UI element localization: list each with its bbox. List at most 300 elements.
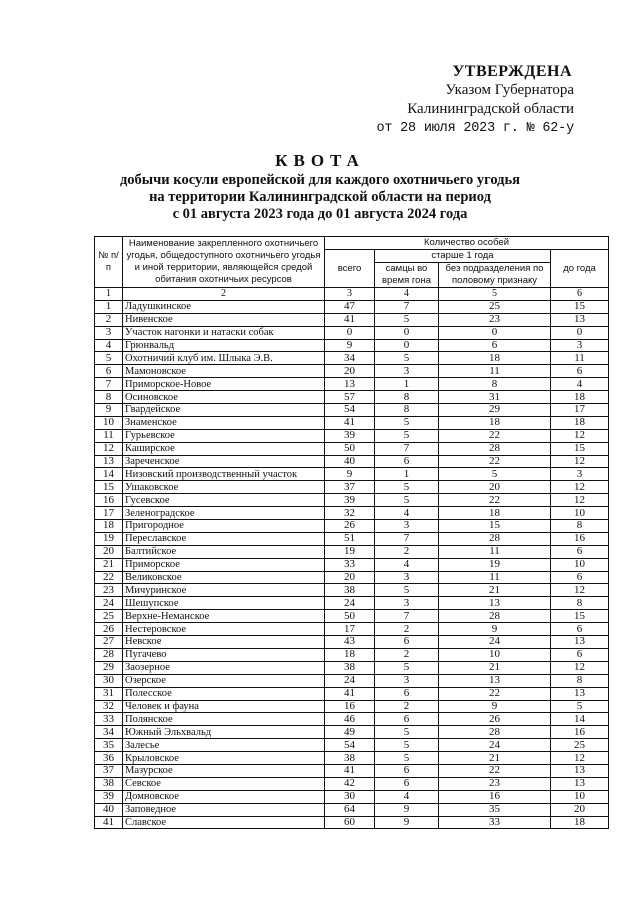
row-number: 29 xyxy=(95,661,123,674)
row-males: 1 xyxy=(375,378,439,391)
row-name: Переславское xyxy=(123,532,325,545)
row-number: 23 xyxy=(95,584,123,597)
row-number: 1 xyxy=(95,300,123,313)
row-under: 12 xyxy=(551,752,609,765)
row-under: 18 xyxy=(551,416,609,429)
document-heading xyxy=(0,150,640,223)
row-number: 5 xyxy=(95,352,123,365)
header-older: старше 1 года xyxy=(375,250,551,263)
row-no-sex: 28 xyxy=(439,532,551,545)
row-males: 6 xyxy=(375,455,439,468)
table-row xyxy=(95,636,609,649)
row-name: Заповедное xyxy=(123,803,325,816)
row-under: 12 xyxy=(551,494,609,507)
row-males: 4 xyxy=(375,790,439,803)
row-no-sex: 18 xyxy=(439,352,551,365)
row-under: 15 xyxy=(551,610,609,623)
row-total: 33 xyxy=(325,558,375,571)
row-number: 8 xyxy=(95,391,123,404)
row-name: Человек и фауна xyxy=(123,700,325,713)
row-under: 13 xyxy=(551,313,609,326)
row-no-sex: 23 xyxy=(439,777,551,790)
row-males: 2 xyxy=(375,700,439,713)
row-total: 37 xyxy=(325,481,375,494)
row-males: 6 xyxy=(375,636,439,649)
row-name: Мичуринское xyxy=(123,584,325,597)
row-name: Крыловское xyxy=(123,752,325,765)
row-males: 3 xyxy=(375,520,439,533)
row-males: 6 xyxy=(375,687,439,700)
table-row xyxy=(95,571,609,584)
row-total: 9 xyxy=(325,339,375,352)
row-males: 3 xyxy=(375,597,439,610)
row-number: 7 xyxy=(95,378,123,391)
column-number: 2 xyxy=(123,288,325,301)
row-name: Приморское xyxy=(123,558,325,571)
row-no-sex: 28 xyxy=(439,726,551,739)
header-no-sex: без подразделения по половому признаку xyxy=(439,263,551,288)
table-row xyxy=(95,623,609,636)
row-no-sex: 8 xyxy=(439,378,551,391)
table-row xyxy=(95,391,609,404)
row-total: 64 xyxy=(325,803,375,816)
row-total: 41 xyxy=(325,687,375,700)
row-males: 7 xyxy=(375,442,439,455)
row-total: 32 xyxy=(325,507,375,520)
row-males: 3 xyxy=(375,674,439,687)
row-total: 38 xyxy=(325,584,375,597)
header-num: № п/п xyxy=(95,237,123,288)
table-row xyxy=(95,558,609,571)
row-name: Озерское xyxy=(123,674,325,687)
row-name: Пригородное xyxy=(123,520,325,533)
row-under: 12 xyxy=(551,429,609,442)
row-total: 39 xyxy=(325,429,375,442)
row-name: Севское xyxy=(123,777,325,790)
table-row xyxy=(95,661,609,674)
row-no-sex: 28 xyxy=(439,610,551,623)
row-number: 22 xyxy=(95,571,123,584)
row-males: 5 xyxy=(375,416,439,429)
row-name: Полянское xyxy=(123,713,325,726)
row-males: 7 xyxy=(375,532,439,545)
document-title: КВОТА xyxy=(275,151,365,170)
row-number: 41 xyxy=(95,816,123,829)
row-number: 39 xyxy=(95,790,123,803)
row-males: 3 xyxy=(375,365,439,378)
table-row xyxy=(95,816,609,829)
row-males: 9 xyxy=(375,816,439,829)
row-total: 49 xyxy=(325,726,375,739)
row-name: Ушаковское xyxy=(123,481,325,494)
table-row xyxy=(95,648,609,661)
row-name: Великовское xyxy=(123,571,325,584)
column-numbers-row xyxy=(95,288,609,301)
row-under: 0 xyxy=(551,326,609,339)
table-row xyxy=(95,481,609,494)
approval-title: УТВЕРЖДЕНА xyxy=(452,63,572,80)
table-row xyxy=(95,326,609,339)
row-males: 2 xyxy=(375,648,439,661)
table-row xyxy=(95,339,609,352)
row-total: 43 xyxy=(325,636,375,649)
row-total: 41 xyxy=(325,764,375,777)
row-no-sex: 25 xyxy=(439,300,551,313)
row-total: 57 xyxy=(325,391,375,404)
table-row xyxy=(95,597,609,610)
row-number: 28 xyxy=(95,648,123,661)
row-males: 5 xyxy=(375,429,439,442)
row-no-sex: 11 xyxy=(439,545,551,558)
table-row xyxy=(95,777,609,790)
row-no-sex: 13 xyxy=(439,674,551,687)
row-number: 38 xyxy=(95,777,123,790)
row-no-sex: 29 xyxy=(439,404,551,417)
row-no-sex: 19 xyxy=(439,558,551,571)
row-under: 4 xyxy=(551,378,609,391)
row-males: 0 xyxy=(375,326,439,339)
row-number: 40 xyxy=(95,803,123,816)
table-row xyxy=(95,764,609,777)
row-under: 12 xyxy=(551,455,609,468)
row-under: 16 xyxy=(551,532,609,545)
row-under: 6 xyxy=(551,365,609,378)
row-males: 5 xyxy=(375,661,439,674)
row-name: Участок нагонки и натаски собак xyxy=(123,326,325,339)
row-males: 5 xyxy=(375,726,439,739)
row-males: 2 xyxy=(375,545,439,558)
row-total: 13 xyxy=(325,378,375,391)
row-males: 7 xyxy=(375,300,439,313)
row-males: 9 xyxy=(375,803,439,816)
row-name: Домновское xyxy=(123,790,325,803)
row-no-sex: 33 xyxy=(439,816,551,829)
approval-block xyxy=(376,62,574,138)
row-total: 38 xyxy=(325,661,375,674)
row-name: Заозерное xyxy=(123,661,325,674)
row-number: 37 xyxy=(95,764,123,777)
row-total: 18 xyxy=(325,648,375,661)
column-number: 3 xyxy=(325,288,375,301)
row-number: 10 xyxy=(95,416,123,429)
table-row xyxy=(95,726,609,739)
row-males: 0 xyxy=(375,339,439,352)
table-row xyxy=(95,803,609,816)
row-under: 3 xyxy=(551,468,609,481)
row-total: 51 xyxy=(325,532,375,545)
row-total: 54 xyxy=(325,404,375,417)
heading-line-3: с 01 августа 2023 года до 01 августа 2024 года xyxy=(172,206,468,222)
row-number: 25 xyxy=(95,610,123,623)
row-no-sex: 28 xyxy=(439,442,551,455)
table-row xyxy=(95,584,609,597)
header-total: всего xyxy=(325,250,375,288)
row-number: 27 xyxy=(95,636,123,649)
row-males: 5 xyxy=(375,352,439,365)
heading-line-2: на территории Калининградской области на период xyxy=(149,189,491,205)
row-number: 18 xyxy=(95,520,123,533)
row-name: Низовский производственный участок xyxy=(123,468,325,481)
row-males: 6 xyxy=(375,777,439,790)
row-number: 12 xyxy=(95,442,123,455)
row-name: Охотничий клуб им. Шлыка Э.В. xyxy=(123,352,325,365)
row-under: 3 xyxy=(551,339,609,352)
row-number: 35 xyxy=(95,739,123,752)
row-males: 5 xyxy=(375,313,439,326)
row-no-sex: 22 xyxy=(439,429,551,442)
column-number: 1 xyxy=(95,288,123,301)
row-name: Шешупское xyxy=(123,597,325,610)
row-under: 17 xyxy=(551,404,609,417)
row-number: 2 xyxy=(95,313,123,326)
row-males: 5 xyxy=(375,584,439,597)
row-number: 33 xyxy=(95,713,123,726)
row-no-sex: 21 xyxy=(439,584,551,597)
row-males: 4 xyxy=(375,507,439,520)
row-no-sex: 31 xyxy=(439,391,551,404)
approval-date: от 28 июля 2023 г. № 62-у xyxy=(376,121,574,136)
row-under: 16 xyxy=(551,726,609,739)
row-number: 21 xyxy=(95,558,123,571)
table-row xyxy=(95,442,609,455)
row-no-sex: 35 xyxy=(439,803,551,816)
row-no-sex: 22 xyxy=(439,494,551,507)
table-row xyxy=(95,365,609,378)
row-number: 30 xyxy=(95,674,123,687)
row-under: 14 xyxy=(551,713,609,726)
row-under: 6 xyxy=(551,623,609,636)
row-number: 16 xyxy=(95,494,123,507)
table-row xyxy=(95,416,609,429)
table-row xyxy=(95,520,609,533)
row-no-sex: 24 xyxy=(439,739,551,752)
row-males: 8 xyxy=(375,404,439,417)
row-total: 41 xyxy=(325,416,375,429)
row-name: Знаменское xyxy=(123,416,325,429)
row-under: 6 xyxy=(551,648,609,661)
row-under: 20 xyxy=(551,803,609,816)
table-row xyxy=(95,790,609,803)
row-total: 24 xyxy=(325,674,375,687)
table-row xyxy=(95,455,609,468)
row-number: 24 xyxy=(95,597,123,610)
table-row xyxy=(95,687,609,700)
row-under: 13 xyxy=(551,777,609,790)
row-no-sex: 22 xyxy=(439,455,551,468)
row-no-sex: 10 xyxy=(439,648,551,661)
row-number: 34 xyxy=(95,726,123,739)
table-row xyxy=(95,468,609,481)
row-number: 9 xyxy=(95,404,123,417)
row-total: 50 xyxy=(325,442,375,455)
row-under: 8 xyxy=(551,520,609,533)
row-no-sex: 20 xyxy=(439,481,551,494)
row-name: Невское xyxy=(123,636,325,649)
row-total: 24 xyxy=(325,597,375,610)
row-no-sex: 22 xyxy=(439,687,551,700)
header-under: до года xyxy=(551,250,609,288)
row-number: 3 xyxy=(95,326,123,339)
row-no-sex: 5 xyxy=(439,468,551,481)
row-total: 41 xyxy=(325,313,375,326)
row-no-sex: 22 xyxy=(439,764,551,777)
row-number: 14 xyxy=(95,468,123,481)
row-name: Зеленоградское xyxy=(123,507,325,520)
row-under: 10 xyxy=(551,790,609,803)
row-under: 6 xyxy=(551,545,609,558)
approval-line-region: Калининградской области xyxy=(407,101,574,117)
row-under: 15 xyxy=(551,300,609,313)
table-row xyxy=(95,700,609,713)
table-row xyxy=(95,300,609,313)
table-row xyxy=(95,378,609,391)
row-number: 6 xyxy=(95,365,123,378)
row-total: 26 xyxy=(325,520,375,533)
row-number: 26 xyxy=(95,623,123,636)
row-no-sex: 11 xyxy=(439,365,551,378)
row-males: 1 xyxy=(375,468,439,481)
header-males: самцы во время гона xyxy=(375,263,439,288)
row-no-sex: 18 xyxy=(439,416,551,429)
row-total: 9 xyxy=(325,468,375,481)
row-under: 6 xyxy=(551,571,609,584)
row-name: Верхне-Неманское xyxy=(123,610,325,623)
row-number: 32 xyxy=(95,700,123,713)
row-males: 5 xyxy=(375,739,439,752)
row-total: 20 xyxy=(325,365,375,378)
row-no-sex: 24 xyxy=(439,636,551,649)
row-males: 4 xyxy=(375,558,439,571)
column-number: 6 xyxy=(551,288,609,301)
row-no-sex: 13 xyxy=(439,597,551,610)
row-name: Балтийское xyxy=(123,545,325,558)
table-row xyxy=(95,713,609,726)
table-row xyxy=(95,739,609,752)
quota-table-body xyxy=(95,288,609,829)
heading-line-1: добычи косули европейской для каждого охотничьего угодья xyxy=(119,172,521,188)
row-under: 15 xyxy=(551,442,609,455)
row-males: 2 xyxy=(375,623,439,636)
row-no-sex: 11 xyxy=(439,571,551,584)
row-name: Пугачево xyxy=(123,648,325,661)
table-row xyxy=(95,507,609,520)
row-total: 20 xyxy=(325,571,375,584)
row-males: 5 xyxy=(375,494,439,507)
row-males: 3 xyxy=(375,571,439,584)
header-name: Наименование закрепленного охотничьего угодья, общедоступного охотничьего угодья и иной территории, являющейся средой обитания охотничьих ресурсов xyxy=(123,237,325,288)
quota-table-header xyxy=(95,237,609,288)
row-name: Мамоновское xyxy=(123,365,325,378)
column-number: 5 xyxy=(439,288,551,301)
row-name: Мазурское xyxy=(123,764,325,777)
row-under: 18 xyxy=(551,816,609,829)
row-total: 16 xyxy=(325,700,375,713)
header-count: Количество особей xyxy=(325,237,609,250)
row-number: 17 xyxy=(95,507,123,520)
row-under: 8 xyxy=(551,597,609,610)
row-no-sex: 23 xyxy=(439,313,551,326)
row-number: 36 xyxy=(95,752,123,765)
row-no-sex: 6 xyxy=(439,339,551,352)
row-number: 15 xyxy=(95,481,123,494)
row-total: 34 xyxy=(325,352,375,365)
row-name: Зареченское xyxy=(123,455,325,468)
row-name: Залесье xyxy=(123,739,325,752)
table-row xyxy=(95,752,609,765)
table-row xyxy=(95,610,609,623)
row-no-sex: 0 xyxy=(439,326,551,339)
row-name: Полесское xyxy=(123,687,325,700)
row-name: Гусевское xyxy=(123,494,325,507)
table-row xyxy=(95,313,609,326)
row-total: 47 xyxy=(325,300,375,313)
table-row xyxy=(95,532,609,545)
row-under: 5 xyxy=(551,700,609,713)
row-no-sex: 15 xyxy=(439,520,551,533)
row-no-sex: 21 xyxy=(439,661,551,674)
row-no-sex: 9 xyxy=(439,623,551,636)
row-total: 50 xyxy=(325,610,375,623)
row-name: Нестеровское xyxy=(123,623,325,636)
row-under: 12 xyxy=(551,661,609,674)
table-row xyxy=(95,545,609,558)
row-no-sex: 18 xyxy=(439,507,551,520)
row-under: 13 xyxy=(551,636,609,649)
row-total: 19 xyxy=(325,545,375,558)
row-total: 40 xyxy=(325,455,375,468)
row-under: 12 xyxy=(551,481,609,494)
row-total: 38 xyxy=(325,752,375,765)
row-total: 0 xyxy=(325,326,375,339)
row-number: 20 xyxy=(95,545,123,558)
table-row xyxy=(95,404,609,417)
row-under: 25 xyxy=(551,739,609,752)
row-name: Гвардейское xyxy=(123,404,325,417)
row-no-sex: 9 xyxy=(439,700,551,713)
row-name: Каширское xyxy=(123,442,325,455)
row-under: 8 xyxy=(551,674,609,687)
row-males: 6 xyxy=(375,764,439,777)
row-name: Ладушкинское xyxy=(123,300,325,313)
table-row xyxy=(95,352,609,365)
row-name: Южный Эльхвальд xyxy=(123,726,325,739)
row-total: 60 xyxy=(325,816,375,829)
approval-line-decree: Указом Губернатора xyxy=(445,82,574,98)
row-name: Нивенское xyxy=(123,313,325,326)
row-under: 12 xyxy=(551,584,609,597)
row-no-sex: 16 xyxy=(439,790,551,803)
row-name: Осиновское xyxy=(123,391,325,404)
quota-table xyxy=(94,236,609,829)
row-total: 39 xyxy=(325,494,375,507)
row-total: 30 xyxy=(325,790,375,803)
row-total: 42 xyxy=(325,777,375,790)
row-males: 7 xyxy=(375,610,439,623)
row-name: Приморское-Новое xyxy=(123,378,325,391)
row-number: 11 xyxy=(95,429,123,442)
row-under: 13 xyxy=(551,764,609,777)
row-males: 5 xyxy=(375,481,439,494)
row-under: 13 xyxy=(551,687,609,700)
row-under: 10 xyxy=(551,507,609,520)
row-total: 54 xyxy=(325,739,375,752)
row-number: 4 xyxy=(95,339,123,352)
row-males: 6 xyxy=(375,713,439,726)
row-name: Славское xyxy=(123,816,325,829)
column-number: 4 xyxy=(375,288,439,301)
row-no-sex: 26 xyxy=(439,713,551,726)
row-under: 18 xyxy=(551,391,609,404)
